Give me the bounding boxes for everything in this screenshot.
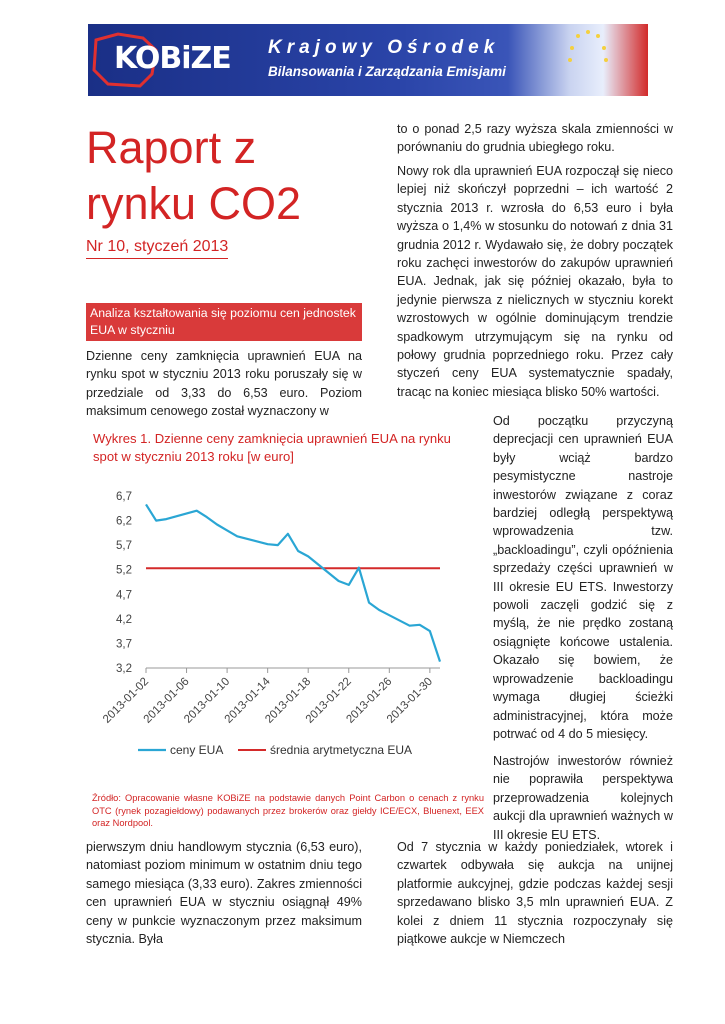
y-tick-label: 4,7 [116, 589, 132, 602]
price-series-line [146, 504, 440, 661]
eua-price-chart [88, 478, 460, 788]
legend-label-price: ceny EUA [170, 743, 224, 757]
right-paragraph-1: to o ponad 2,5 razy wyższa skala zmienności w porównaniu do grudnia ubiegłego roku. [397, 122, 673, 155]
y-tick-label: 5,2 [116, 564, 132, 577]
chart-caption: Wykres 1. Dzienne ceny zamknięcia uprawnień EUA na rynku spot w styczniu 2013 roku [w euro] [93, 431, 451, 464]
header-subtitle: Bilansowania i Zarządzania Emisjami [268, 64, 506, 79]
kobize-logo: KOBiZE [114, 41, 231, 76]
x-tick-label: 2013-01-14 [222, 675, 273, 726]
left-paragraph-1: Dzienne ceny zamknięcia uprawnień EUA na rynku spot w styczniu 2013 roku poruszały się w przedziale od 3,33 do 6,53 euro. Poziom maksimum cenowego został wyznaczony w [86, 349, 362, 419]
header-title: Krajowy Ośrodek [268, 37, 500, 58]
y-tick-label: 6,7 [116, 491, 132, 503]
x-tick-label: 2013-01-10 [182, 675, 233, 726]
header-banner [88, 24, 648, 96]
issue-number: Nr 10, styczeń 2013 [86, 238, 228, 259]
source-note: Źródło: Opracowanie własne KOBiZE na podstawie danych Point Carbon o cenach z rynku OTC (rynek pozagiełdowy) podawanych przez brokerów oraz giełdy ICE/ECX, Bluenext, EEX oraz Nordpool. [92, 793, 484, 828]
y-tick-label: 4,2 [116, 613, 132, 626]
report-title-line2: rynku CO2 [86, 178, 302, 229]
left-paragraph-2: pierwszym dniu handlowym stycznia (6,53 euro), natomiast poziom minimum w ostatnim dniu tego samego miesiąca (3,33 euro). Zakres zmienności cen uprawnień EUA w styczniu osiągnął 49% ceny w punkcie wyznaczonym przez maksimum stycznia. Była [86, 840, 362, 947]
x-tick-label: 2013-01-30 [384, 675, 435, 726]
y-tick-label: 3,7 [116, 638, 132, 651]
eu-stars-icon [558, 24, 638, 96]
x-tick-label: 2013-01-26 [344, 675, 395, 726]
section-heading: Analiza kształtowania się poziomu cen jednostek EUA w styczniu [86, 303, 362, 341]
x-tick-label: 2013-01-22 [303, 675, 354, 726]
y-tick-label: 5,7 [116, 540, 132, 553]
report-title-line1: Raport z [86, 122, 257, 173]
right-paragraph-5: Od 7 stycznia w każdy poniedziałek, wtorek i czwartek odbywała się aukcja na unijnej platformie aukcyjnej, gdzie podczas każdej sesji sprzedawano blisko 3,5 mln uprawnień EUA. Z kolei z dniem 11 stycznia rozpoczynały się piątkowe aukcje w Niemczech [397, 840, 673, 947]
x-tick-label: 2013-01-06 [141, 675, 192, 726]
right-paragraph-2: Nowy rok dla uprawnień EUA rozpoczął się nieco lepiej niż skończył poprzedni – ich wartość 2 stycznia 2013 r. wzrosła do 6,53 euro i była wyższa o 1,4% w stosunku do notowań z dnia 31 grudnia 2012 r. Wydawało się, że dobry początek roku zachęci inwestorów do zakupów uprawnień EUA. Jednak, jak się później okazało, była to jedynie pierwsza z nielicznych w styczniu korekt wzrostowych w ogólnie dominującym trendzie spadkowym utrzymującym się na rynku od połowy grudnia poprzedniego roku. Przez cały styczeń ceny EUA systematycznie spadały, tracąc na koniec miesiąca blisko 50% wartości. [397, 164, 673, 399]
y-tick-label: 3,2 [116, 663, 132, 675]
x-tick-label: 2013-01-18 [263, 675, 314, 726]
right-paragraph-3: Od początku przyczyną deprecjacji cen uprawnień EUA były wciąż bardzo pesymistyczne nastroje inwestorów związane z coraz bardziej odległą perspektywą wprowadzenia tzw. „backloadingu”, czyli opóźnienia sprzedaży części uprawnień w III okresie EU ETS. Inwestorzy powoli zaczęli godzić się z myślą, że nie prędko zostaną osiągnięte końcowe ustalenia. Okazało się bowiem, że wprowadzenie backloadingu wymaga długiej ścieżki administracyjnej, która może potrwać od 4 do 5 miesięcy. [493, 414, 673, 741]
legend-label-mean: średnia arytmetyczna EUA [270, 743, 413, 757]
y-tick-label: 6,2 [116, 515, 132, 528]
report-title [86, 120, 301, 232]
right-paragraph-4: Nastrojów inwestorów również nie poprawiła perspektywa przeprowadzenia kolejnych aukcji dla uprawnień ważnych w III okresie EU ETS. [493, 754, 673, 842]
x-tick-label: 2013-01-02 [101, 675, 152, 726]
